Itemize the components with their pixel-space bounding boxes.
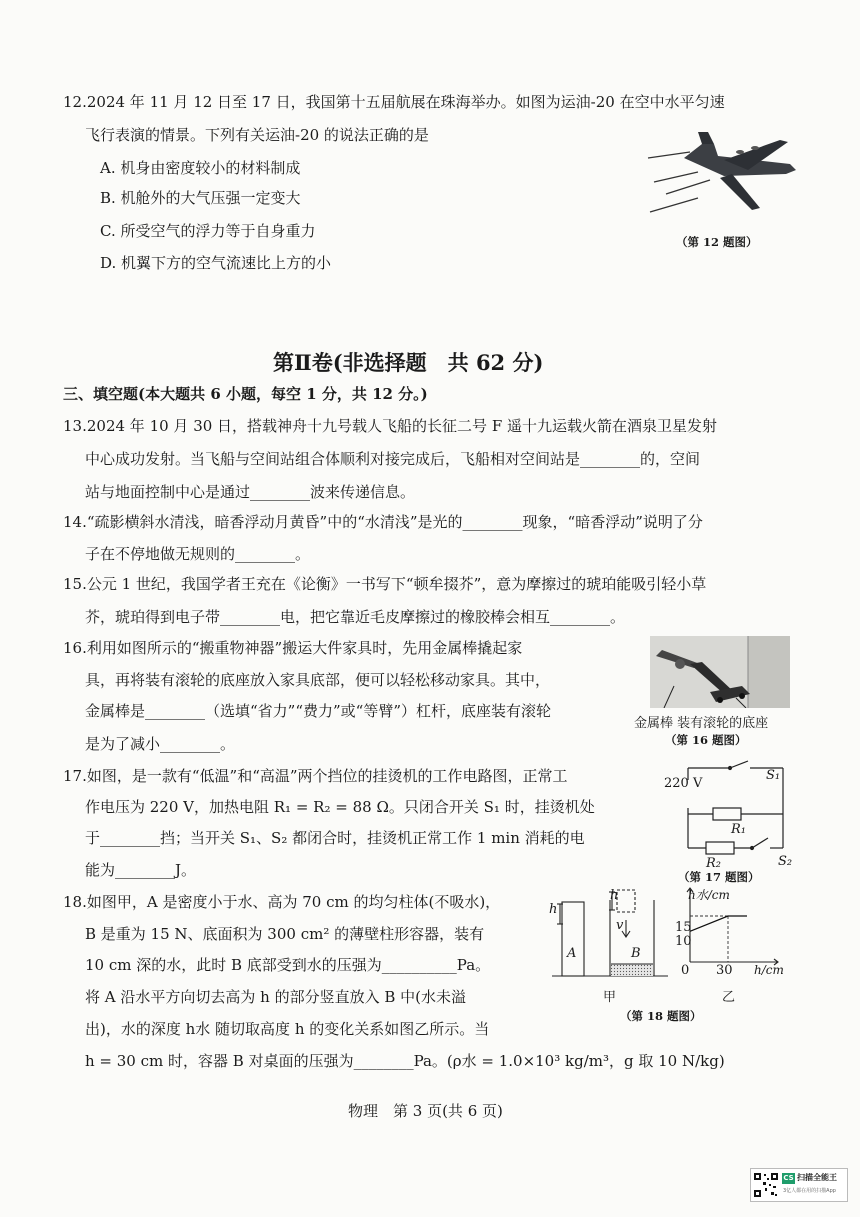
- q17-line-4: 能为________J。: [85, 861, 197, 879]
- q13-line-3: 站与地面控制中心是通过________波来传递信息。: [85, 483, 416, 501]
- scanner-stamp: [750, 1168, 848, 1202]
- q18-yi-xlabel: h/cm: [754, 963, 784, 977]
- q14-line-1: 14.“疏影横斜水清浅，暗香浮动月黄昏”中的“水清浅”是光的________现象，“暗香浮动”说明了分: [63, 513, 703, 531]
- q16-caption: （第 16 题图）: [665, 733, 747, 747]
- q17-s1-label: S₁: [766, 768, 781, 783]
- page-footer: 物理 第 3 页(共 6 页): [348, 1102, 503, 1120]
- scanner-name: 扫描全能王: [797, 1173, 837, 1182]
- q15-line-2: 芥，琥珀得到电子带________电，把它靠近毛皮摩擦过的橡胶棒会相互________。: [85, 608, 626, 626]
- chart-x-tick-30: 30: [716, 963, 733, 978]
- q12-stem-line-1: 12.2024 年 11 月 12 日至 17 日，我国第十五届航展在珠海举办。如图为运油-20 在空中水平匀速: [63, 93, 725, 111]
- q12-aircraft-figure: [640, 128, 800, 218]
- chart-series-line: [690, 916, 747, 931]
- q12-option-d: D. 机翼下方的空气流速比上方的小: [100, 254, 332, 272]
- q17-voltage-label: 220 V: [664, 776, 703, 791]
- q16-line-2: 具，再将装有滚轮的底座放入家具底部，便可以轻松移动家具。其中，: [85, 671, 551, 689]
- q18-line-4: 将 A 沿水平方向切去高为 h 的部分竖直放入 B 中(水未溢: [85, 988, 466, 1006]
- q12-caption: （第 12 题图）: [676, 235, 758, 249]
- q16-photo-figure: [650, 636, 790, 708]
- q18-jia-b-label: B: [631, 946, 641, 961]
- scanner-tagline: 3亿人都在用的扫描App: [783, 1188, 836, 1194]
- q18-jia-label: 甲: [603, 990, 617, 1005]
- chart-y-tick-10: 10: [675, 934, 692, 949]
- q18-jia-h2-label: h: [610, 888, 619, 903]
- q12-option-c: C. 所受空气的浮力等于自身重力: [100, 222, 316, 240]
- q12-stem-line-2: 飞行表演的情景。下列有关运油-20 的说法正确的是: [85, 126, 429, 144]
- q17-line-1: 17.如图，是一款有“低温”和“高温”两个挡位的挂烫机的工作电路图，正常工: [63, 767, 568, 785]
- q16-line-3: 金属棒是________（选填“省力”“费力”或“等臂”）杠杆，底座装有滚轮: [85, 702, 552, 720]
- q17-line-2: 作电压为 220 V，加热电阻 R₁ = R₂ = 88 Ω。只闭合开关 S₁ 时，挂烫机处: [85, 798, 595, 816]
- q18-yi-label: 乙: [722, 990, 736, 1005]
- q12-option-a: A. 机身由密度较小的材料制成: [100, 159, 301, 177]
- q18-line-3: 10 cm 深的水，此时 B 底部受到水的压强为__________Pa。: [85, 956, 491, 974]
- scanner-badge: CS: [783, 1174, 794, 1182]
- q17-s2-label: S₂: [778, 854, 793, 869]
- q16-line-4: 是为了减小________。: [85, 735, 236, 753]
- q18-line-5: 出)，水的深度 h水 随切取高度 h 的变化关系如图乙所示。当: [85, 1020, 490, 1038]
- chart-y-tick-15: 15: [675, 920, 692, 935]
- q18-yi-ylabel: h水/cm: [688, 888, 730, 902]
- q17-line-3: 于________挡；当开关 S₁、S₂ 都闭合时，挂烫机正常工作 1 min 消耗的电: [85, 829, 585, 847]
- q18-jia-a-label: A: [567, 946, 577, 961]
- q17-r2-label: R₂: [706, 856, 721, 871]
- q14-line-2: 子在不停地做无规则的________。: [85, 545, 311, 563]
- q13-line-1: 13.2024 年 10 月 30 日，搭载神舟十九号载人飞船的长征二号 F 遥十九运载火箭在酒泉卫星发射: [63, 417, 717, 435]
- q18-jia-h-label: h: [549, 902, 558, 917]
- q12-option-b: B. 机舱外的大气压强一定变大: [100, 189, 301, 207]
- q16-figure-label: 金属棒 装有滚轮的底座: [634, 716, 769, 731]
- q17-r1-label: R₁: [731, 822, 746, 837]
- q18-line-1: 18.如图甲，A 是密度小于水、高为 70 cm 的均匀柱体(不吸水)，: [63, 893, 501, 911]
- q17-caption: （第 17 题图）: [678, 870, 760, 884]
- q17-circuit-diagram: [668, 758, 808, 868]
- qr-code-icon: [753, 1172, 779, 1198]
- section-title: 第Ⅱ卷(非选择题 共 62 分): [273, 350, 544, 375]
- q18-jia-v-label: v: [616, 918, 624, 933]
- q13-line-2: 中心成功发射。当飞船与空间站组合体顺利对接完成后，飞船相对空间站是________的，空间: [85, 450, 701, 468]
- q15-line-1: 15.公元 1 世纪，我国学者王充在《论衡》一书写下“顿牟掇芥”，意为摩擦过的琥珀能吸引轻小草: [63, 575, 707, 593]
- q18-line-6: h = 30 cm 时，容器 B 对桌面的压强为________Pa。(ρ水 = 1.0×10³ kg/m³，g 取 10 N/kg): [85, 1052, 725, 1070]
- part3-heading: 三、填空题(本大题共 6 小题，每空 1 分，共 12 分。): [63, 385, 428, 403]
- q18-line-2: B 是重为 15 N、底面积为 300 cm² 的薄壁柱形容器，装有: [85, 925, 485, 943]
- q16-line-1: 16.利用如图所示的“搬重物神器”搬运大件家具时，先用金属棒撬起家: [63, 639, 523, 657]
- chart-x-tick-0: 0: [681, 963, 690, 978]
- q18-caption: （第 18 题图）: [620, 1009, 702, 1023]
